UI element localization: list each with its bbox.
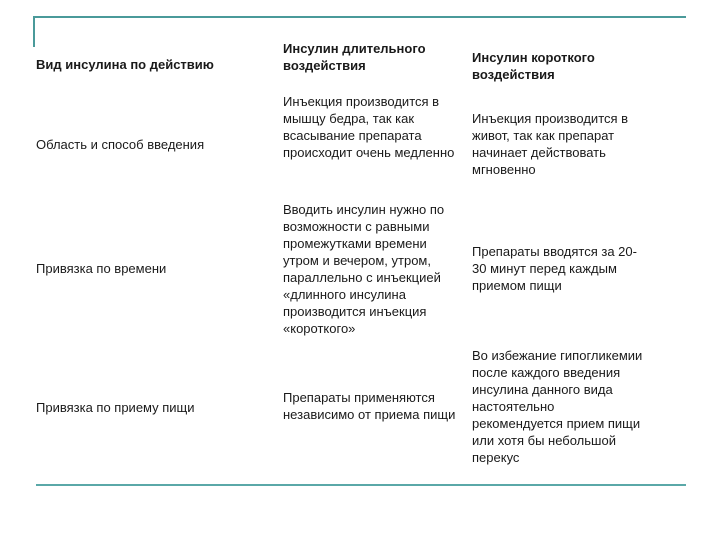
short-administration-text: Инъекция производится в живот, так как препарат начинает действовать мгновенно bbox=[472, 111, 629, 177]
row-label-meal: Привязка по приему пищи bbox=[36, 400, 195, 415]
top-border-line bbox=[33, 16, 686, 18]
long-meal-text: Препараты применяются независимо от приема пищи bbox=[283, 390, 456, 422]
header-long-insulin: Инсулин длительного воздействия bbox=[283, 41, 426, 73]
short-meal-text: Во избежание гипогликемии после каждого введения инсулина данного вида настоятельно рекомендуется прием пищи или хотя бы небольшой перекус bbox=[472, 348, 643, 465]
row-label-administration: Область и способ введения bbox=[36, 137, 205, 152]
header-short-insulin: Инсулин короткого воздействия bbox=[472, 50, 595, 82]
long-timing-text: Вводить инсулин нужно по возможности с равными промежутками времени утром и вечером, утром, параллельно с инъекцией «длинного инсулина производится инъекция «короткого» bbox=[283, 202, 445, 336]
header-action-type: Вид инсулина по действию bbox=[36, 57, 214, 72]
row-label-timing: Привязка по времени bbox=[36, 261, 167, 276]
left-border-accent bbox=[33, 16, 35, 47]
bottom-border-line bbox=[36, 484, 686, 486]
long-administration-text: Инъекция производится в мышцу бедра, так как всасывание препарата происходит очень медленно bbox=[283, 94, 455, 160]
short-timing-text: Препараты вводятся за 20- 30 минут перед каждым приемом пищи bbox=[472, 244, 637, 293]
